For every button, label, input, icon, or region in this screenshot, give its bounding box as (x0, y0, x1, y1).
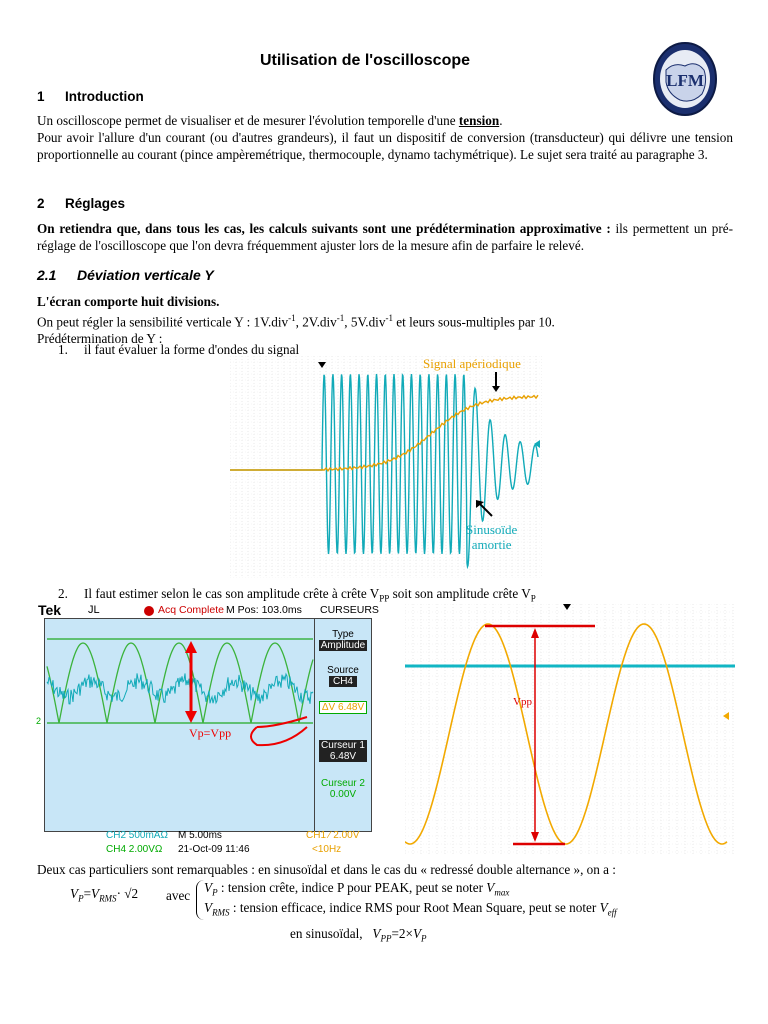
vpp-label: Vpp (513, 696, 532, 708)
ch1-readout: CH1 ⁄ 2.00V (306, 830, 360, 841)
section-1-heading (37, 89, 144, 104)
oscilloscope-screenshot (36, 602, 379, 858)
list-number: 2. (58, 586, 68, 601)
vrms-definition: $V_{RMS}$ : tension efficace, indice RMS pour Root Mean Square, peut se noter $V_{eff}$ (204, 900, 617, 918)
date-readout: 21-Oct-09 11:46 (178, 844, 250, 855)
ch2-readout: CH2 500mAΩ (106, 830, 168, 841)
superscript: -1 (288, 313, 296, 323)
section-title: Introduction (65, 89, 144, 104)
menu-label: Curseur 1 (321, 740, 365, 751)
figure-damped-signals (230, 356, 542, 578)
freq-readout: <10Hz (312, 844, 342, 855)
list-item (58, 586, 536, 604)
channel-marker-icon (723, 712, 729, 720)
arrow-head (531, 628, 539, 638)
list-text: il faut évaluer la forme d'ondes du signal (84, 342, 300, 357)
arrow-head (492, 386, 500, 392)
bold-text: On retiendra que, dans tous les cas, les calculs suivants sont une prédétermination approximative : (37, 221, 611, 236)
section-2-1-body (37, 293, 733, 347)
text: : tension crête, indice P pour PEAK, peut se noter (217, 880, 487, 895)
cursor-2-value: 0.00V (329, 789, 357, 800)
text: On peut régler la sensibilité verticale Y : 1V.div (37, 314, 289, 330)
section-2-1-heading (37, 267, 214, 283)
m-pos: M Pos: 103.0ms (226, 604, 302, 616)
subscript: PP (379, 593, 390, 604)
cursor-1-value: 6.48V (329, 751, 357, 762)
cyan-marker-icon (534, 440, 540, 448)
list-text: soit son amplitude crête V (389, 586, 531, 601)
figure-vpp (405, 604, 735, 854)
superscript: -1 (385, 313, 393, 323)
label-aperiodic: Signal apériodique (423, 356, 521, 371)
arrow-head (185, 711, 197, 723)
superscript: -1 (336, 313, 345, 323)
arrow-head (185, 641, 197, 653)
paragraph (37, 310, 733, 330)
label-damped (466, 522, 517, 552)
ch2-noisy-trace (47, 673, 313, 704)
avec-text: avec (166, 888, 191, 903)
text: ils permettent un pré-réglage de l'oscilloscope que l'on devra fréquemment ajuster lors de la mesure afin de parfaire le relevé. (37, 221, 733, 253)
section-title: Déviation verticale Y (77, 267, 214, 283)
delta-readout: ΔV 6.48V (319, 701, 367, 714)
brand-logo: Tek (38, 602, 62, 618)
cursor-menu (314, 618, 372, 832)
list-text: Il faut estimer selon le cas son amplitude crête à crête V (84, 586, 380, 601)
equation-vp: $V_P=V_{RMS}\cdot √2$ (70, 886, 139, 904)
section-number: 2.1 (37, 267, 57, 283)
list-number: 1. (58, 342, 68, 357)
cursor-1[interactable] (319, 740, 367, 762)
sinusoidal-equation: en sinusoïdal, $V_{PP}=2\times V_P$ (290, 926, 427, 944)
text: et leurs sous-multiples par 10. (392, 314, 555, 330)
scope-traces-svg (45, 619, 315, 831)
menu-label: Type (332, 629, 354, 640)
logo-text: LFM (666, 71, 704, 90)
section-2-body (37, 220, 733, 254)
section-number: 1 (37, 89, 45, 104)
arrow-head (531, 832, 539, 842)
vp-definition: $V_P$ : tension crête, indice P pour PEAK, peut se noter $V_{max}$ (204, 880, 510, 898)
subscript: P (530, 593, 536, 604)
paragraph: L'écran comporte huit divisions. (37, 294, 220, 309)
channel-marker: 2 (36, 716, 42, 726)
source-value[interactable]: CH4 (329, 676, 357, 687)
label-line: Sinusoïde (466, 522, 518, 537)
figure-vpp-svg (405, 604, 735, 854)
acq-status: Acq Complete (158, 604, 224, 616)
section-1-body (37, 112, 733, 163)
text: Un oscilloscope permet de visualiser et de mesurer l'évolution temporelle d'une (37, 113, 459, 128)
bold-text: tension (458, 113, 500, 128)
text: , 2V.div (295, 314, 337, 330)
timebase-readout: M 5.00ms (178, 830, 222, 841)
acq-status-icon (144, 606, 154, 616)
trigger-icon: JL (88, 604, 100, 616)
paragraph (37, 112, 733, 129)
type-value[interactable]: Amplitude (320, 640, 366, 651)
label-line: amortie (471, 537, 512, 552)
text: : tension efficace, indice RMS pour Root Mean Square, peut se noter (229, 900, 600, 915)
menu-title: CURSEURS (320, 604, 379, 616)
scope-display (44, 618, 316, 832)
text: . (499, 113, 503, 128)
paragraph: Deux cas particuliers sont remarquables : en sinusoïdal et dans le cas du « redressé double alternance », on a : (37, 862, 616, 877)
text: , 5V.div (344, 314, 386, 330)
section-title: Réglages (65, 196, 126, 211)
trigger-marker-icon (563, 604, 571, 610)
page-title: Utilisation de l'oscilloscope (259, 52, 471, 69)
section-number: 2 (37, 196, 45, 211)
trigger-marker-icon (318, 362, 326, 368)
menu-label: Curseur 2 (321, 778, 365, 789)
text: en sinusoïdal, (290, 926, 363, 941)
ch4-readout: CH4 2.00VΩ (106, 844, 163, 855)
paragraph: Prédétermination de Y : (37, 331, 163, 347)
menu-label: Source (327, 665, 359, 676)
cursor-2[interactable] (315, 778, 371, 800)
paragraph: Pour avoir l'allure d'un courant (ou d'autres grandeurs), il faut un dispositif de conversion (transducteur) qui délivre une tension proportionnelle au courant (pince ampèremétrique, thermocouple, dynamo tachymétrique). Le sujet sera traité au paragraphe 3. (37, 130, 733, 162)
section-2-heading (37, 196, 125, 211)
vp-annotation: Vp=Vpp (189, 726, 232, 740)
